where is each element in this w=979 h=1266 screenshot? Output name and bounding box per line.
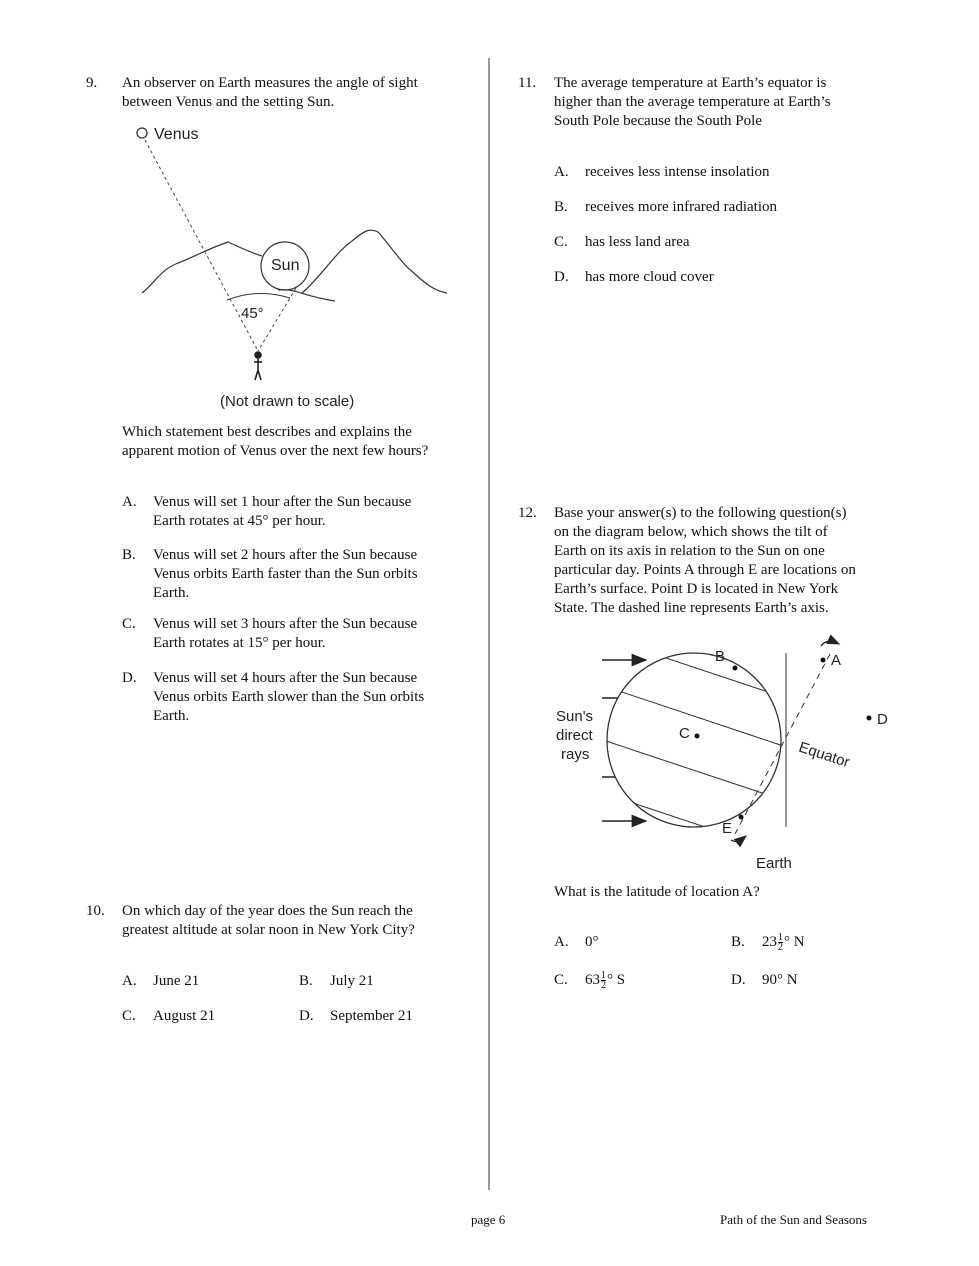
sun-label: Sun [271, 257, 300, 274]
option-text-line2: Venus orbits Earth slower than the Sun orbits [153, 689, 425, 705]
option-text: August 21 [153, 1008, 216, 1024]
observer-icon [254, 352, 262, 380]
option-letter: B. [299, 973, 313, 989]
option-text-line1: Venus will set 2 hours after the Sun because [153, 547, 418, 563]
option-text-line3: Earth. [153, 708, 190, 724]
question-12-stem-line4: particular day. Points A through E are locations on [554, 562, 856, 578]
point-a-label: A [831, 652, 842, 669]
option-text-line3: Earth. [153, 585, 190, 601]
option-text: June 21 [153, 973, 200, 989]
option-text: has less land area [585, 234, 690, 250]
option-fraction: $\frac{1}{2}$ [601, 970, 606, 992]
point-e-label: E [722, 820, 733, 837]
option-value: 23 [762, 934, 777, 950]
option-text [762, 971, 798, 990]
rays-label-line1: Sun's [556, 708, 594, 725]
question-9-prompt-line1: Which statement best describes and explains the [122, 424, 412, 440]
question-10-stem-line1: On which day of the year does the Sun reach the [122, 903, 413, 919]
question-11-stem-line3: South Pole because the South Pole [554, 113, 762, 129]
option-unit: ° N [784, 934, 805, 950]
question-9-stem-line2: between Venus and the setting Sun. [122, 94, 335, 110]
option-letter: D. [122, 670, 137, 686]
option-text [762, 933, 805, 952]
option-text-line2: Venus orbits Earth faster than the Sun orbits [153, 566, 418, 582]
angle-label: 45° [241, 305, 264, 322]
option-letter: D. [731, 972, 746, 988]
option-text: has more cloud cover [585, 269, 714, 285]
option-value: 90 [762, 972, 777, 988]
right-hill [302, 230, 447, 293]
point-c-label: C [679, 725, 690, 742]
option-letter: C. [122, 1008, 136, 1024]
option-letter: C. [554, 234, 568, 250]
rotation-arrow-top [821, 641, 839, 646]
question-12-prompt: What is the latitude of location A? [554, 884, 760, 900]
option-letter: C. [554, 972, 568, 988]
option-letter: D. [299, 1008, 314, 1024]
rays-label-line2: direct [556, 727, 593, 744]
question-9-stem-line1: An observer on Earth measures the angle of sight [122, 75, 418, 91]
option-unit: ° N [777, 972, 798, 988]
option-unit: ° S [607, 972, 626, 988]
option-letter: A. [122, 494, 137, 510]
angle-arc [227, 293, 290, 300]
option-text-line2: Earth rotates at 15° per hour. [153, 635, 326, 651]
option-text-line1: Venus will set 1 hour after the Sun because [153, 494, 412, 510]
question-9-prompt-line2: apparent motion of Venus over the next few hours? [122, 443, 429, 459]
point-c-dot [695, 734, 700, 739]
option-text-line1: Venus will set 3 hours after the Sun because [153, 616, 418, 632]
point-b-label: B [715, 648, 726, 665]
option-text: July 21 [330, 973, 374, 989]
option-letter: B. [554, 199, 568, 215]
point-d-dot [867, 716, 872, 721]
question-12-stem-line2: on the diagram below, which shows the tilt of [554, 524, 828, 540]
question-10-stem-line2: greatest altitude at solar noon in New York City? [122, 922, 415, 938]
option-unit: ° [592, 934, 599, 950]
option-text [585, 971, 625, 990]
question-11-stem-line2: higher than the average temperature at Earth’s [554, 94, 831, 110]
venus-sun-diagram [130, 118, 460, 418]
page-number: page 6 [471, 1212, 506, 1227]
venus-label: Venus [154, 126, 199, 143]
equator-label: Equator [796, 738, 852, 772]
option-value: 0 [585, 934, 593, 950]
option-text: receives more infrared radiation [585, 199, 777, 215]
option-value: 63 [585, 972, 600, 988]
question-12-stem-line3: Earth on its axis in relation to the Sun on one [554, 543, 825, 559]
question-12-number: 12. [518, 505, 537, 521]
question-10-number: 10. [86, 903, 105, 919]
footer-title: Path of the Sun and Seasons [720, 1212, 867, 1227]
question-11-number: 11. [518, 75, 537, 91]
option-text-line1: Venus will set 4 hours after the Sun because [153, 670, 418, 686]
earth-tilt-diagram [540, 630, 900, 880]
option-letter: A. [122, 973, 137, 989]
question-9-number: 9. [86, 75, 98, 91]
point-e-dot [739, 815, 744, 820]
option-letter: D. [554, 269, 569, 285]
left-hill [142, 242, 262, 293]
earth-label: Earth [756, 855, 792, 872]
column-divider [488, 58, 490, 1190]
option-text: September 21 [330, 1008, 413, 1024]
option-text-line2: Earth rotates at 45° per hour. [153, 513, 326, 529]
point-a-dot [821, 658, 826, 663]
diagram-caption: (Not drawn to scale) [220, 393, 355, 410]
option-letter: A. [554, 934, 569, 950]
ground-line [278, 290, 335, 301]
option-letter: B. [731, 934, 745, 950]
question-12-stem-line6: State. The dashed line represents Earth’s axis. [554, 600, 829, 616]
rays-label-line3: rays [561, 746, 590, 763]
option-letter: A. [554, 164, 569, 180]
question-11-stem-line1: The average temperature at Earth’s equator is [554, 75, 827, 91]
option-text [585, 933, 599, 952]
option-text: receives less intense insolation [585, 164, 770, 180]
question-12-stem-line1: Base your answer(s) to the following question(s) [554, 505, 847, 521]
point-b-dot [733, 666, 738, 671]
rotation-arrow-bottom [731, 836, 746, 841]
option-fraction: $\frac{1}{2}$ [778, 932, 783, 954]
venus-icon [137, 128, 147, 138]
point-d-label: D [877, 711, 888, 728]
option-letter: B. [122, 547, 136, 563]
option-letter: C. [122, 616, 136, 632]
question-12-stem-line5: Earth’s surface. Point D is located in New York [554, 581, 839, 597]
